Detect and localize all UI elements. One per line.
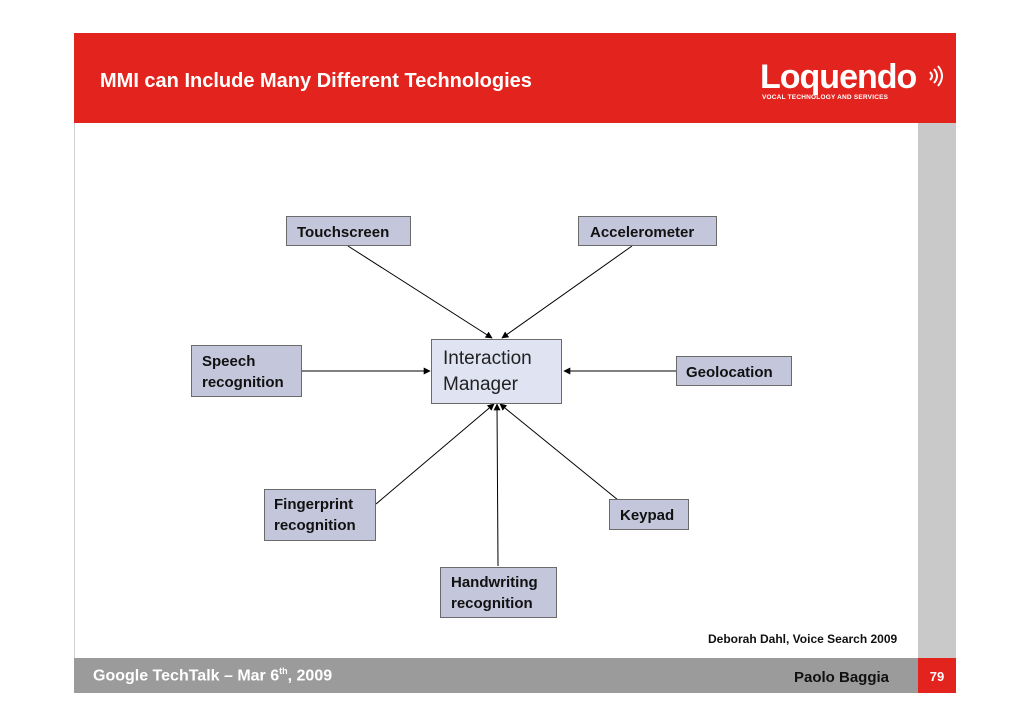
page-number-box xyxy=(918,658,956,693)
node-handwriting-line1: Handwriting xyxy=(451,574,538,591)
node-fingerprint-line2: recognition xyxy=(274,517,356,534)
node-keypad xyxy=(609,499,689,530)
footer-event-prefix: Google TechTalk – Mar 6 xyxy=(93,667,280,685)
node-touchscreen-label: Touchscreen xyxy=(297,224,390,241)
edge-accelerometer xyxy=(502,246,632,338)
node-fingerprint-line1: Fingerprint xyxy=(274,496,354,513)
center-line1: Interaction xyxy=(443,348,532,369)
citation: Deborah Dahl, Voice Search 2009 xyxy=(708,632,898,646)
node-speech-line1: Speech xyxy=(202,353,256,370)
node-speech-line2: recognition xyxy=(202,374,284,391)
node-touchscreen xyxy=(286,216,411,246)
node-speech-recognition xyxy=(191,345,302,397)
node-geolocation xyxy=(676,356,792,386)
node-accelerometer-label: Accelerometer xyxy=(590,224,695,241)
edge-keypad xyxy=(500,404,618,500)
node-keypad-label: Keypad xyxy=(620,507,675,524)
edge-touchscreen xyxy=(348,246,492,338)
node-geolocation-label: Geolocation xyxy=(686,364,773,381)
slide-title: MMI can Include Many Different Technologies xyxy=(100,70,532,92)
footer-event-sup: th xyxy=(279,666,288,676)
footer-presenter: Paolo Baggia xyxy=(794,669,890,686)
node-handwriting-recognition xyxy=(440,567,557,618)
center-line2: Manager xyxy=(443,374,518,395)
footer-event xyxy=(93,666,332,685)
node-handwriting-line2: recognition xyxy=(451,595,533,612)
node-fingerprint-recognition xyxy=(264,489,376,541)
logo-wordmark: Loquendo xyxy=(760,58,917,96)
node-interaction-manager xyxy=(431,339,562,404)
edge-handwriting xyxy=(497,404,498,566)
footer-event-suffix: , 2009 xyxy=(287,667,333,685)
logo-tagline: VOCAL TECHNOLOGY AND SERVICES xyxy=(762,94,889,101)
page-number: 79 xyxy=(929,669,945,684)
edge-fingerprint xyxy=(376,404,494,504)
node-accelerometer xyxy=(578,216,717,246)
